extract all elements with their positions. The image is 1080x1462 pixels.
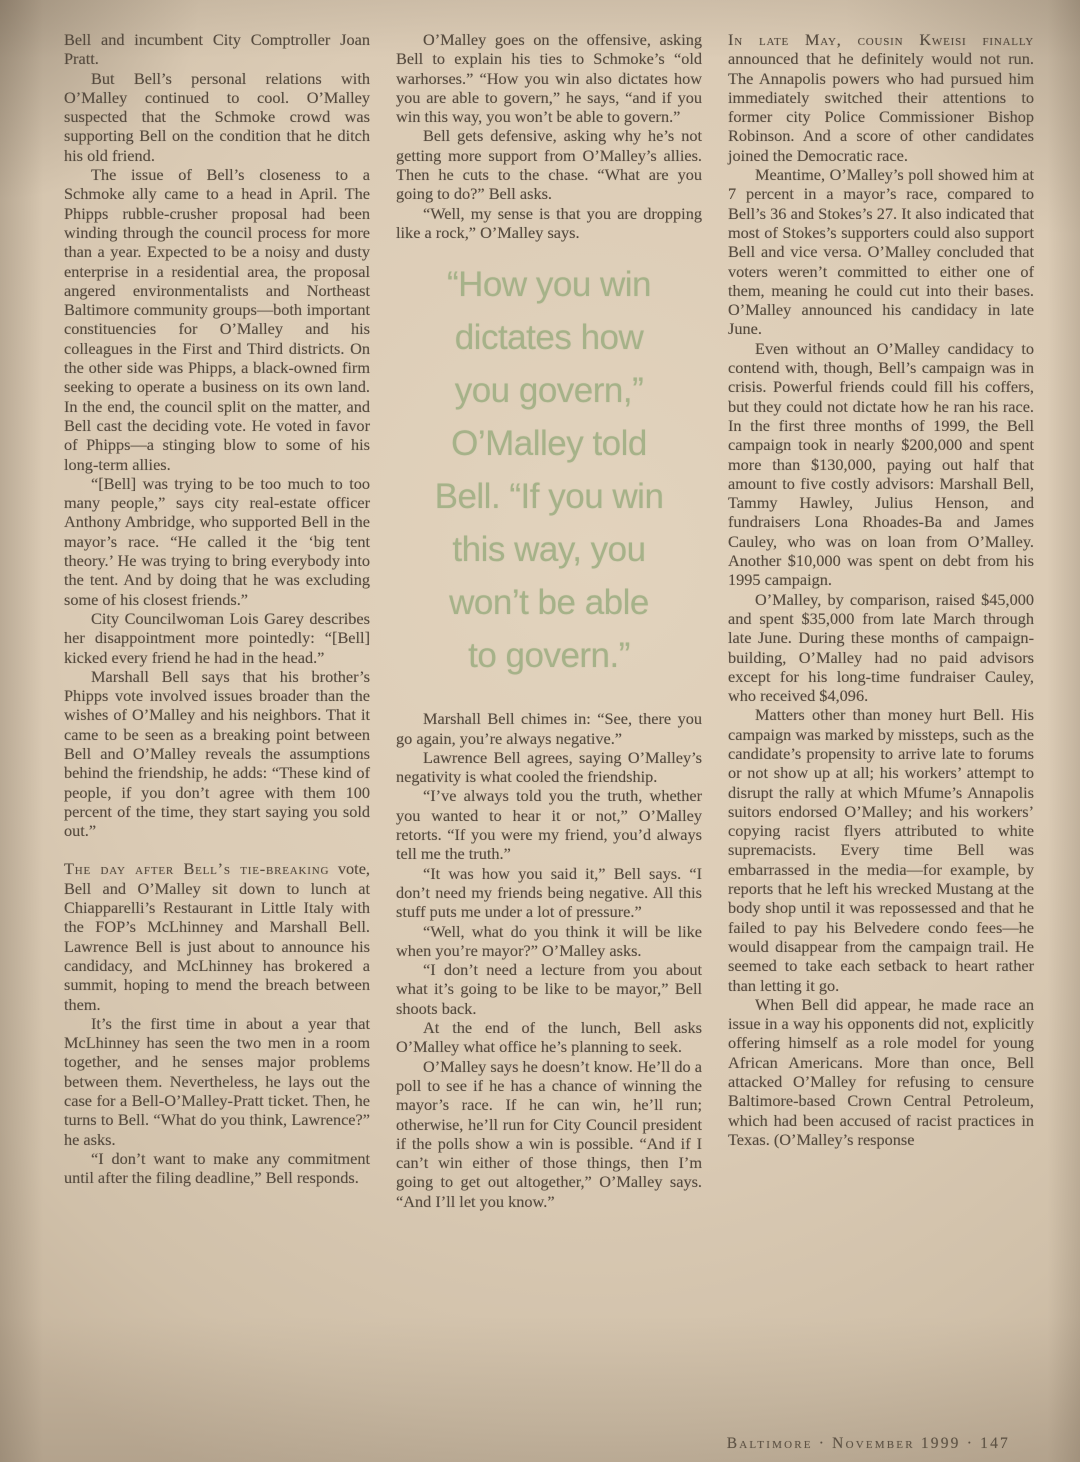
pull-quote — [398, 258, 700, 682]
pull-quote-line: Bell. “If you win — [434, 477, 664, 517]
body-paragraph: Bell gets defensive, asking why he’s not getting more support from O’Malley’s allies. Then he cuts to the chase. “What are you going to do?” Bell asks. — [396, 126, 702, 204]
body-paragraph: “Well, my sense is that you are dropping like a rock,” O’Malley says. — [396, 203, 702, 242]
body-paragraph: Meantime, O’Malley’s poll showed him at 7 percent in a mayor’s race, compared to Bell’s 36 and Stokes’s 27. It also indicated that most of Stokes’s supporters could also support Bell and vice versa. O’Malley concluded that voters weren’t committed to either one of them, meaning he could cut into their bases. O’Malley announced his candidacy in late June. — [728, 165, 1034, 339]
body-paragraph: Matters other than money hurt Bell. His campaign was marked by missteps, such as the candidate’s propensity to arrive late to forums or not show up at all; his workers’ attempt to disrupt the rally at which Mfume’s Annapolis suitors endorsed O’Malley; and his workers’ copying racist flyers attributed to white supremacists. Every time Bell was embarrassed in the media—for example, by reports that he left his wrecked Mustang at the body shop until it was repossessed and that he failed to pay his Belvedere condo fees—he would disappear from the campaign trail. He seemed to take each setback to heart rather than letting it go. — [728, 705, 1034, 995]
body-paragraph: “[Bell] was trying to be too much to too many people,” says city real-estate officer Anthony Ambridge, who supported Bell in the mayor’s race. “He called it the ‘big tent theory.’ He was trying to bring everybody into the tent. And by doing that he was excluding some of his closest friends.” — [64, 473, 370, 609]
body-paragraph: When Bell did appear, he made race an issue in a way his opponents did not, explicitly offering himself as a role model for young African Americans. More than once, Bell attacked O’Malley for refusing to censure Baltimore-based Crown Central Petroleum, which had been accused of racist practices in Texas. (O’Malley’s response — [728, 994, 1034, 1149]
section-opening-paragraph: The day after Bell’s tie-breaking vote, Bell and O’Malley sit down to lunch at Chiapparelli’s Restaurant in Little Italy with the FOP’s McLhinney and Marshall Bell. Lawrence Bell is just about to announce his candidacy, and McLhinney has brokered a summit, hoping to mend the breach between them. — [64, 859, 370, 1014]
body-paragraph: But Bell’s personal relations with O’Malley continued to cool. O’Malley suspected that the Schmoke crowd was supporting Bell on the condition that he ditch his old friend. — [64, 68, 370, 165]
text-column-middle — [396, 30, 702, 1211]
page-footer-folio: Baltimore · November 1999 · 147 — [726, 1435, 1010, 1452]
body-paragraph: Marshall Bell says that his brother’s Phipps vote involved issues broader than the wishes of O’Malley and his neighbors. That it came to be seen as a breaking point between Bell and O’Malley reveals the assumptions behind the friendship, he adds: “These kind of people, if you don’t agree with them 100 percent of the time, they start saying you sold out.” — [64, 666, 370, 841]
body-paragraph: Lawrence Bell agrees, saying O’Malley’s negativity is what cooled the friendship. — [396, 747, 702, 787]
body-paragraph: “I’ve always told you the truth, whether you wanted to hear it or not,” O’Malley retorts. “If you were my friend, you’d always tell me the truth.” — [396, 786, 702, 864]
pull-quote-line: O’Malley told — [451, 424, 647, 464]
section-opening-paragraph: In late May, cousin Kweisi finally announced that he definitely would not run. The Annapolis powers who had pursued him immediately switched their attentions to former city Police Commissioner Bishop Robinson. And a score of other candidates joined the Democratic race. — [728, 30, 1034, 165]
body-paragraph: O’Malley goes on the offensive, asking Bell to explain his ties to Schmoke’s “old warhorses.” “How you win also dictates how you are able to govern,” he says, “and if you win this way, you won’t be able to govern.” — [396, 30, 702, 127]
text-column-left — [64, 30, 370, 1211]
body-paragraph: “Well, what do you think it will be like when you’re mayor?” O’Malley asks. — [396, 921, 702, 960]
body-paragraph: “I don’t want to make any commitment until after the filing deadline,” Bell responds. — [64, 1148, 370, 1188]
text-column-right — [728, 30, 1034, 1211]
pull-quote-line: dictates how — [454, 318, 644, 358]
small-caps-lead: The day after Bell’s tie-breaking — [64, 859, 330, 879]
body-paragraph: “I don’t need a lecture from you about what it’s going to be like to be mayor,” Bell shoots back. — [396, 960, 702, 1018]
body-paragraph: O’Malley, by comparison, raised $45,000 and spent $35,000 from late March through late June. During these months of campaign-building, O’Malley had no paid advisors except for his long-time fundraiser Cauley, who received $4,096. — [728, 589, 1034, 706]
pull-quote-line: this way, you — [452, 530, 646, 570]
pull-quote-line: you govern,” — [454, 371, 644, 411]
pull-quote-line: “How you win — [446, 265, 652, 305]
body-paragraph: Even without an O’Malley candidacy to contend with, though, Bell’s campaign was in crisis. Powerful friends could fill his coffers, but they could not dictate how he ran his race. In the first three months of 1999, the Bell campaign took in nearly $200,000 and spent more than $130,000, paying out half that amount to five costly advisors: Marshall Bell, Tammy Hawley, Julius Henson, and fundraisers Lona Rhoades-Ba and James Cauley, who was on loan from O’Malley. Another $10,000 was spent on debt from his 1995 campaign. — [728, 338, 1034, 590]
body-paragraph: The issue of Bell’s closeness to a Schmoke ally came to a head in April. The Phipps rubble-crusher proposal had been winding through the council process for more than a year. Expected to be a noisy and dusty enterprise in a residential area, the proposal angered environmentalists and Northeast Baltimore community groups—both important constituencies for O’Malley and his colleagues in the First and Third districts. On the other side was Phipps, a black-owned firm seeking to operate a business on its own land. In the end, the council split on the matter, and Bell cast the deciding vote. He voted in favor of Phipps—a stinging blow to some of his long-term allies. — [64, 165, 370, 474]
pull-quote-line: to govern.” — [468, 636, 630, 676]
small-caps-lead: In late May, cousin Kweisi finally — [728, 30, 1034, 49]
pull-quote-line: won’t be able — [449, 583, 649, 623]
body-paragraph: “It was how you said it,” Bell says. “I don’t need my friends being negative. All this stuff puts me under a lot of pressure.” — [396, 863, 702, 922]
body-paragraph: It’s the first time in about a year that McLhinney has seen the two men in a room together, and he senses major problems between them. Nevertheless, he lays out the case for a Bell-O’Malley-Pratt ticket. Then, he turns to Bell. “What do you think, Lawrence?” he asks. — [64, 1013, 370, 1149]
body-paragraph: Marshall Bell chimes in: “See, there you go again, you’re always negative.” — [396, 709, 702, 748]
body-paragraph: City Councilwoman Lois Garey describes her disappointment more pointedly: “[Bell] kicked every friend he had in the head.” — [64, 608, 370, 667]
body-paragraph: O’Malley says he doesn’t know. He’ll do a poll to see if he has a chance of winning the mayor’s race. If he can win, he’ll run; otherwise, he’ll run for City Council president if the polls show a win is possible. “And if I can’t win either of those things, then I’m going to get out altogether,” O’Malley says. “And I’ll let you know.” — [396, 1056, 702, 1211]
body-paragraph: At the end of the lunch, Bell asks O’Malley what office he’s planning to seek. — [396, 1018, 702, 1057]
body-paragraph: Bell and incumbent City Comptroller Joan Pratt. — [64, 30, 370, 69]
